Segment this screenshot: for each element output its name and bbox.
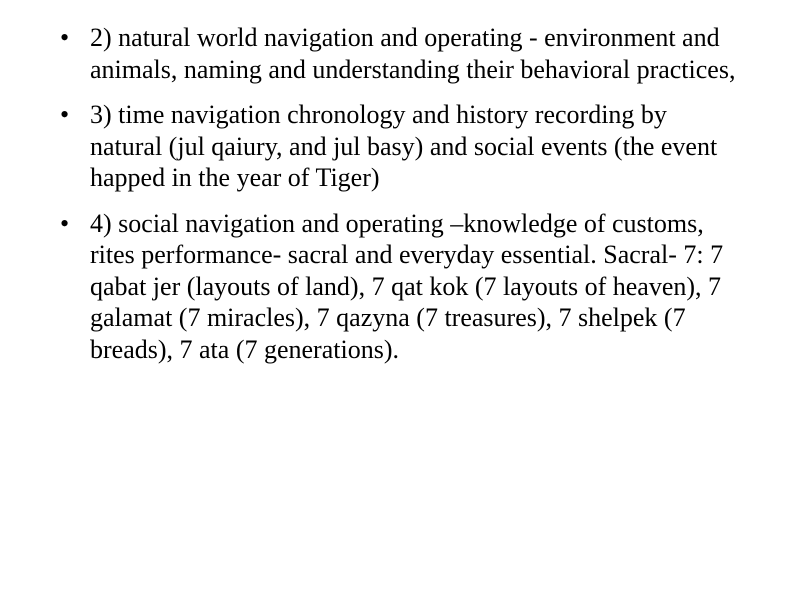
bullet-text: 3) time navigation chronology and history recording by natural (jul qaiury, and jul basy) and social events (the event happed in the year of Tiger) <box>90 100 718 192</box>
bullet-item-time-navigation <box>60 99 740 194</box>
bullet-item-social-navigation <box>60 208 740 366</box>
bullet-dot-icon: • <box>60 208 70 238</box>
bullet-dot-icon: • <box>60 23 70 52</box>
bullet-text: 4) social navigation and operating –knowledge of customs, rites performance- sacral and everyday essential. Sacral- 7: 7 qabat jer (layouts of land), 7 qat kok (7 layouts of heaven), 7 galamat (7 miracles), 7 qazyna (7 treasures), 7 shelpek (7 breads), 7 ata (7 generations). <box>90 208 724 364</box>
bullet-list <box>60 22 740 379</box>
bullet-dot-icon: • <box>60 100 70 129</box>
bullet-item-natural-world <box>60 22 740 85</box>
bullet-text: 2) natural world navigation and operating - environment and animals, naming and understanding their behavioral practices, <box>90 23 736 84</box>
